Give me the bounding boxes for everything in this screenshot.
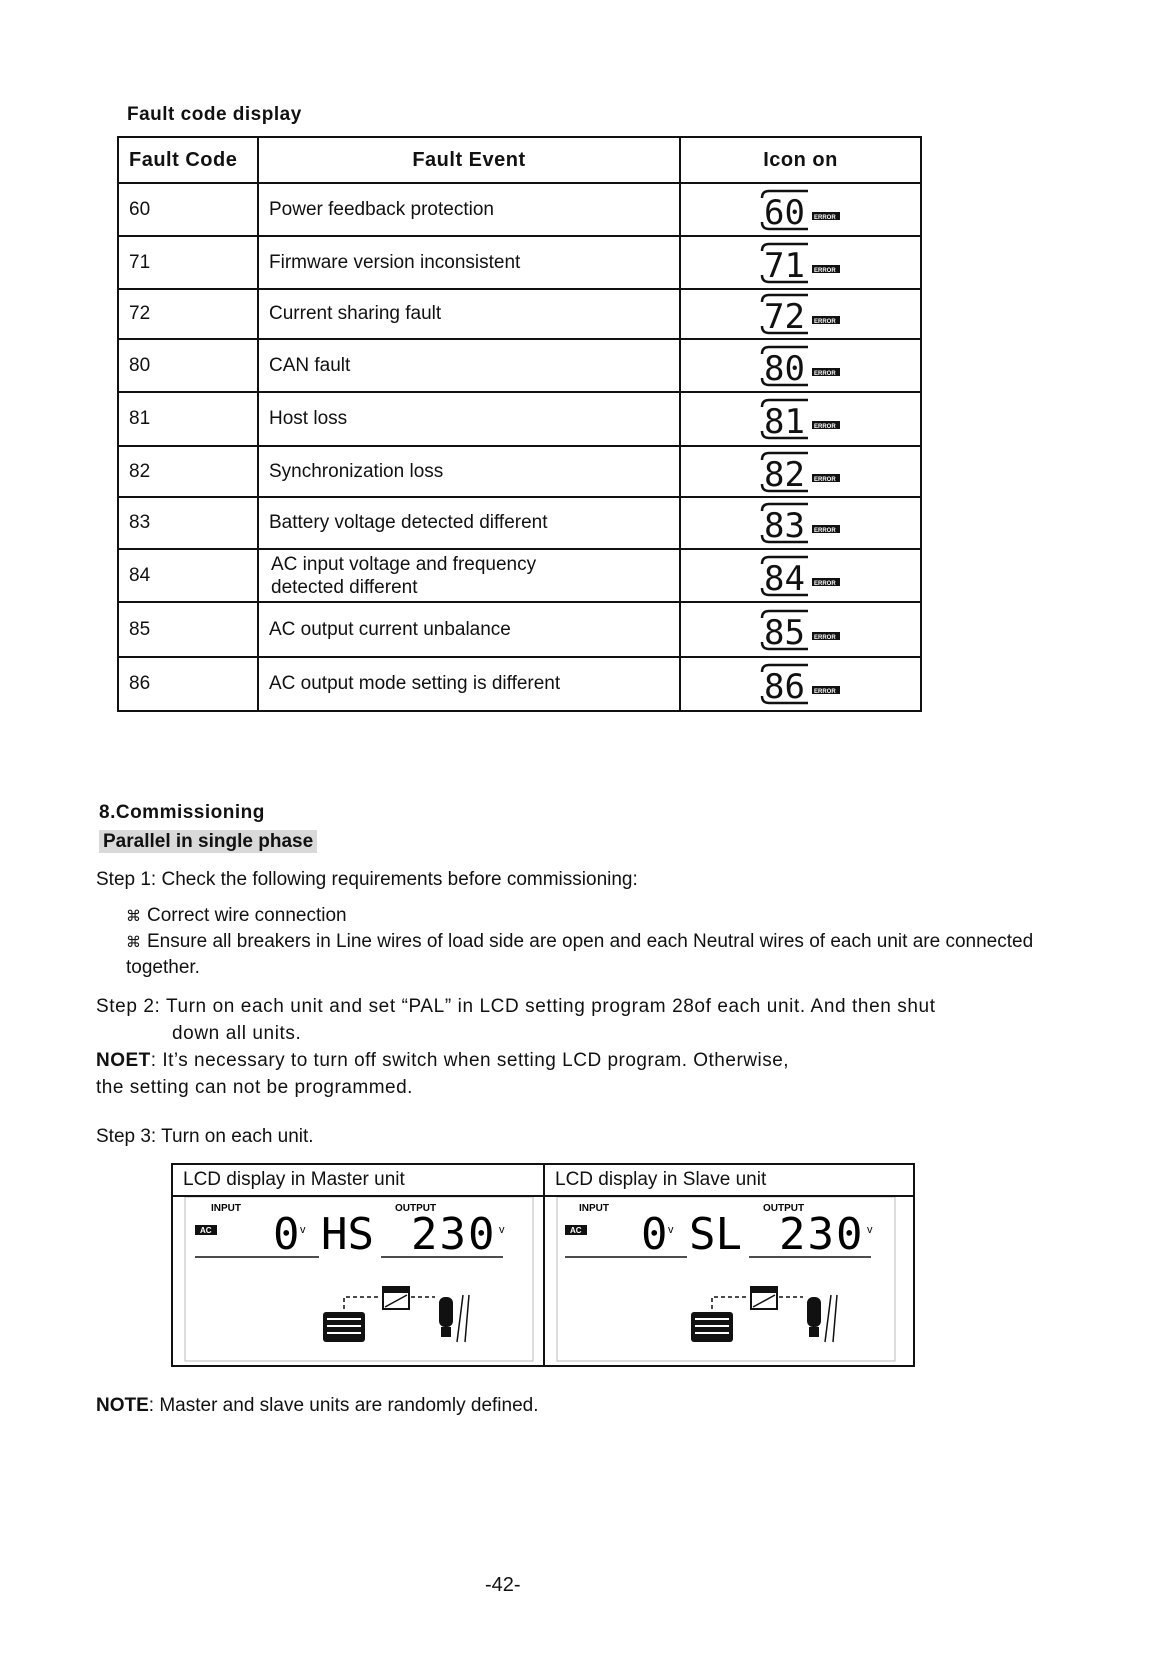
inverter-icon [383,1287,409,1309]
output-label: OUTPUT [395,1203,437,1214]
step3-text: Step 3: Turn on each unit. [96,1126,314,1147]
lcd-digits: 80 [763,348,805,388]
bullet-text: Ensure all breakers in Line wires of load side are open and each Neutral wires of each unit are connected together. [126,931,1034,978]
lcd-digits: 83 [763,506,805,545]
note-label: NOTE [96,1395,149,1416]
lcd-digits: 72 [763,297,805,336]
fault-icon-cell [680,497,921,549]
note [96,1393,539,1419]
fault-icon-cell [680,446,921,497]
fault-code-cell: 85 [118,602,258,657]
error-label: ERROR [813,214,836,221]
master-lcd-panel [173,1165,545,1365]
fault-event-cell: Battery voltage detected different [258,497,680,549]
table-row [118,183,921,236]
lcd-error-code-icon [756,241,846,285]
page-number: -42- [485,1574,521,1596]
fault-code-cell: 60 [118,183,258,236]
fault-table-body [118,183,921,711]
fault-code-table [117,136,922,712]
error-label: ERROR [813,476,836,483]
lcd-error-code-icon [756,188,846,232]
commissioning-subheading [99,831,317,853]
table-row [118,497,921,549]
fault-event-cell: Firmware version inconsistent [258,236,680,289]
command-icon: ⌘ [126,907,141,925]
table-header-row [118,137,921,183]
fault-code-cell: 83 [118,497,258,549]
fault-code-cell: 82 [118,446,258,497]
inverter-icon [751,1287,777,1309]
step1-text: Step 1: Check the following requirements before commissioning: [96,869,638,890]
fault-event-cell: Host loss [258,392,680,446]
lcd-digits: 81 [763,402,805,441]
bullet-item [126,929,1061,981]
note-text: : Master and slave units are randomly defined. [148,1395,539,1416]
battery-icon [691,1312,733,1342]
lcd-error-code-icon [756,501,846,545]
lcd-digits: 84 [763,558,805,598]
lcd-error-code-icon [756,292,846,336]
table-row [118,549,921,602]
lcd-display-comparison [171,1163,915,1367]
output-value: 230 [779,1209,865,1260]
bulb-icon [807,1295,837,1342]
fault-event-cell: Current sharing fault [258,289,680,339]
slave-lcd-screen [545,1197,913,1365]
fault-icon-cell [680,236,921,289]
fault-icon-cell [680,602,921,657]
fault-icon-cell [680,339,921,392]
commissioning-heading: 8.Commissioning [99,802,265,823]
fault-icon-cell [680,657,921,711]
fault-event-cell: Power feedback protection [258,183,680,236]
bullet-item [126,903,347,929]
lcd-error-code-icon [756,344,846,388]
output-label: OUTPUT [763,1203,805,1214]
error-label: ERROR [813,634,836,641]
table-row [118,289,921,339]
fault-code-cell: 86 [118,657,258,711]
bullet-text: Correct wire connection [147,905,347,926]
lcd-error-code-icon [756,397,846,441]
fault-event-cell: AC output current unbalance [258,602,680,657]
fault-icon-cell [680,289,921,339]
volt-unit: v [668,1224,674,1236]
error-label: ERROR [813,528,836,534]
fault-event-cell: Synchronization loss [258,446,680,497]
command-icon: ⌘ [126,933,141,951]
error-label: ERROR [813,424,836,430]
fault-icon-cell [680,549,921,602]
fault-code-cell: 71 [118,236,258,289]
ac-label: AC [200,1226,212,1235]
master-lcd-header [173,1165,543,1197]
input-value: 0 [273,1209,300,1260]
input-label: INPUT [211,1203,241,1214]
table-row [118,392,921,446]
lcd-error-code-icon [756,554,846,598]
bulb-icon [439,1295,469,1342]
lcd-digits: 71 [763,245,805,285]
noet-note [96,1048,789,1074]
error-label: ERROR [813,319,836,325]
lcd-error-code-icon [756,450,846,494]
fault-icon-cell [680,183,921,236]
lcd-error-code-icon [756,662,846,706]
header-icon-on: Icon on [680,137,921,183]
fault-code-cell: 80 [118,339,258,392]
error-label: ERROR [813,267,836,274]
slave-lcd-panel [545,1165,913,1365]
output-value: 230 [411,1209,497,1260]
lcd-digits: 60 [763,192,805,232]
battery-icon [323,1312,365,1342]
input-value: 0 [641,1209,668,1260]
noet-text: : It’s necessary to turn off switch when setting LCD program. Otherwise, [150,1050,790,1071]
lcd-digits: 85 [763,612,805,652]
table-row [118,602,921,657]
ac-label: AC [570,1226,582,1235]
fault-code-cell: 84 [118,549,258,602]
master-lcd-screen [173,1197,543,1365]
section-title: Fault code display [127,104,302,125]
step2-line2: down all units. [172,1023,302,1044]
master-code: HS [321,1209,374,1260]
noet-label: NOET [96,1050,151,1071]
error-label: ERROR [813,370,836,377]
volt-unit: v [499,1224,505,1236]
master-lcd-title: LCD display in Master unit [183,1169,405,1190]
subheading-highlight: Parallel in single phase [99,830,317,853]
error-label: ERROR [813,689,836,695]
table-row [118,236,921,289]
fault-event-cell: AC input voltage and frequency detected different [258,549,680,602]
lcd-error-code-icon [756,608,846,652]
lcd-digits: 86 [763,667,805,706]
lcd-digits: 82 [763,454,805,494]
table-row [118,446,921,497]
noet-line2: the setting can not be programmed. [96,1077,413,1098]
step2-line1: Step 2: Turn on each unit and set “PAL” in LCD setting program 28of each unit. And then shut [96,996,936,1017]
header-fault-code: Fault Code [118,137,258,183]
fault-event-cell: AC output mode setting is different [258,657,680,711]
input-label: INPUT [579,1203,609,1214]
slave-lcd-title: LCD display in Slave unit [555,1169,767,1190]
error-label: ERROR [813,580,836,587]
table-row [118,339,921,392]
fault-event-cell: CAN fault [258,339,680,392]
slave-code: SL [689,1209,742,1260]
fault-code-cell: 72 [118,289,258,339]
header-fault-event: Fault Event [258,137,680,183]
volt-unit: v [300,1224,306,1236]
slave-lcd-header [545,1165,913,1197]
fault-icon-cell [680,392,921,446]
fault-code-cell: 81 [118,392,258,446]
table-row [118,657,921,711]
volt-unit: v [867,1224,873,1236]
